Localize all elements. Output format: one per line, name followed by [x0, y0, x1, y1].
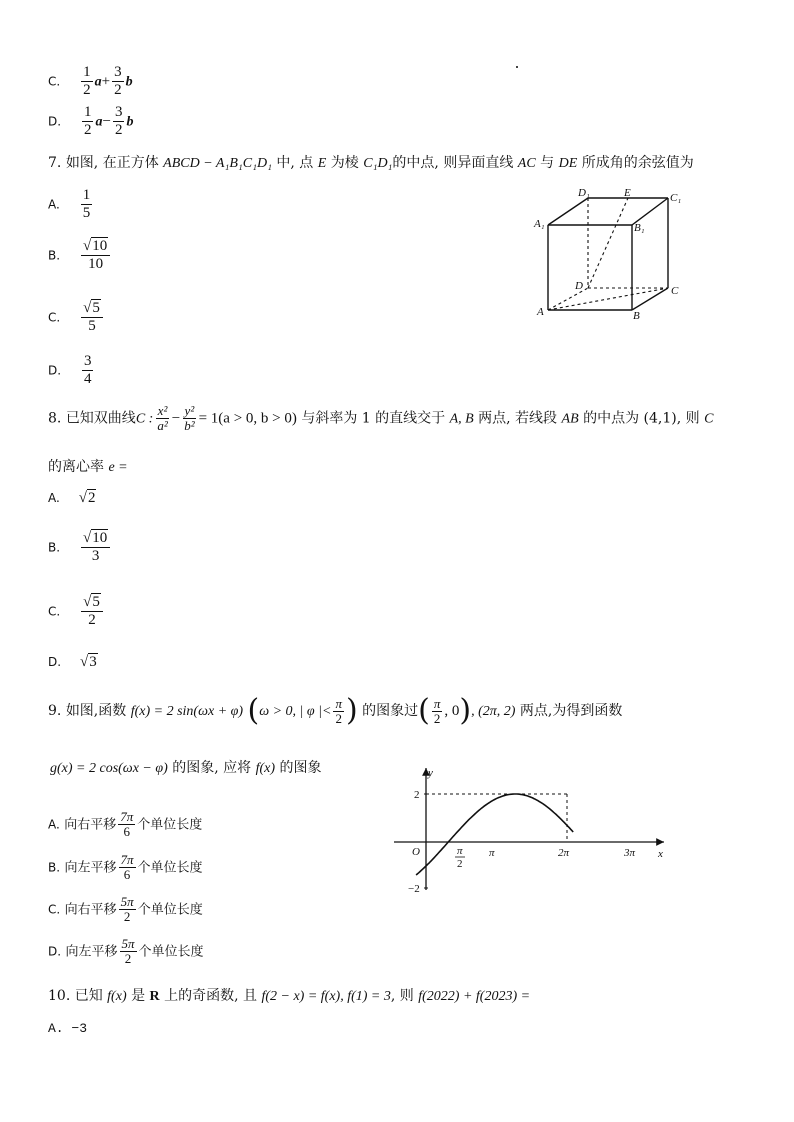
- vector-b: b: [125, 74, 133, 90]
- edge-c1d1: C₁D₁: [363, 156, 393, 171]
- fraction: $\frac{7\pi}{6}$: [120, 852, 134, 882]
- direction: 向左平移: [65, 944, 118, 960]
- stem-text: 的图象过: [362, 703, 419, 719]
- q10-option-a: [48, 1020, 87, 1037]
- fraction: $\frac{3}{2}$: [114, 64, 122, 98]
- function-f: f(x) = 2 sin(ωx + φ): [130, 704, 244, 719]
- points-ab: A, B: [449, 411, 474, 427]
- q6-option-d: [48, 104, 133, 139]
- fraction: $\frac{\text{x²}}{\text{a²}}$: [157, 403, 168, 433]
- stem-text: 已知: [74, 988, 103, 1004]
- stem-text: 的中点为 (4,1), 则: [583, 410, 700, 427]
- stem-text: 的图象: [279, 760, 322, 776]
- q9-stem: 9. 如图,函数 f(x) = 2 sin(ωx + φ) (ω > 0, | φ |< $\frac{\pi}{2}$ ) 的图象过( $\frac{\pi}{2}$ , 0), (2π, 2) 两点,为得到函数: [48, 693, 623, 728]
- option-a-text: A. −3: [48, 1021, 88, 1036]
- fraction: $\frac{√10}{3}$: [81, 530, 110, 565]
- option-label: C.: [48, 902, 61, 917]
- stem-text: 中, 点: [276, 155, 314, 171]
- fraction: $\frac{√10}{10}$: [81, 238, 110, 273]
- operator: +: [101, 73, 111, 90]
- stem-text: 两点,为得到函数: [519, 703, 623, 719]
- reals-symbol: R: [149, 989, 160, 1004]
- q7-option-c: [48, 300, 105, 335]
- tick-label-pi: π: [489, 847, 495, 859]
- label-a1: A₁: [534, 218, 545, 230]
- stray-dot: [516, 66, 518, 68]
- tick-label-2pi: 2π: [558, 847, 570, 859]
- q8-option-b: [48, 530, 112, 565]
- stem-text: 为棱: [330, 155, 359, 171]
- fraction: $\frac{3}{4}$: [83, 353, 92, 387]
- stem-text: 与: [540, 155, 555, 171]
- stem-text: , 则: [390, 988, 414, 1004]
- option-label: D.: [48, 114, 62, 129]
- stem-text: 是: [131, 988, 146, 1004]
- segment-ab: AB: [561, 411, 579, 427]
- unit: 个单位长度: [137, 860, 203, 876]
- operator: −: [102, 113, 111, 130]
- vector-b: b: [126, 114, 134, 130]
- q9-stem-line2: [50, 760, 321, 777]
- eccentricity: e =: [108, 460, 128, 475]
- stem-text: 如图,函数: [65, 703, 127, 719]
- target-expression: f(2022) + f(2023) =: [418, 989, 531, 1004]
- option-label: D.: [48, 363, 62, 378]
- q7-option-b: [48, 238, 112, 273]
- fraction: $\frac{1}{2}$: [83, 64, 91, 98]
- fraction: $\frac{√5}{2}$: [81, 594, 103, 629]
- q9-option-b: [48, 853, 203, 882]
- stem-text: 的图象, 应将: [172, 760, 252, 776]
- sine-graph: [392, 762, 672, 894]
- segment-de: [588, 198, 628, 288]
- q9-option-a: [48, 810, 202, 839]
- fraction: $\frac{1}{5}$: [82, 187, 91, 221]
- option-label: D.: [48, 655, 62, 669]
- tick-label-pi-half-num: π: [457, 845, 463, 857]
- curve-c: C: [704, 411, 714, 427]
- fraction: $\frac{5\pi}{2}$: [121, 936, 135, 966]
- label-b: B: [633, 310, 640, 320]
- fraction: $\frac{√5}{5}$: [81, 300, 103, 335]
- option-label: C.: [48, 604, 61, 619]
- label-origin: O: [412, 846, 420, 858]
- stem-text: 如图, 在正方体: [65, 155, 159, 171]
- label-y-max: 2: [414, 789, 420, 801]
- option-label: A.: [48, 491, 60, 505]
- cube-name: ABCD − A₁B₁C₁D₁: [163, 156, 272, 171]
- point-e: E: [317, 156, 327, 171]
- tick-label-pi-half-den: 2: [457, 858, 463, 870]
- unit: 个单位长度: [137, 902, 203, 918]
- q7-stem: [48, 155, 694, 172]
- question-number: 10.: [48, 988, 71, 1004]
- function-g: g(x) = 2 cos(ωx − φ): [50, 761, 168, 776]
- direction: 向右平移: [64, 902, 117, 918]
- option-label: D.: [48, 944, 62, 959]
- question-number: 8.: [48, 410, 62, 427]
- question-number: 9.: [48, 703, 62, 719]
- fraction: $\frac{\pi}{2}$: [433, 695, 441, 726]
- stem-text: 上的奇函数, 且: [164, 988, 257, 1004]
- unit: 个单位长度: [138, 944, 204, 960]
- edge-b1c1: [632, 198, 668, 225]
- function-f: f(x): [107, 989, 127, 1004]
- function-f-ref: f(x): [255, 761, 276, 776]
- q8-stem: 8. 已知双曲线C : $\frac{\text{x²}}{\text{a²}}$ − $\frac{\text{y²}}{\text{b²}}$ = 1(a > 0, b > 0) 与斜率为 1 的直线交于 A, B 两点, 若线段 AB 的中点为 (4,1), 则 C: [48, 403, 714, 433]
- fraction: $\frac{\pi}{2}$: [335, 695, 342, 726]
- label-e: E: [624, 187, 631, 199]
- equation-tail: = 1(a > 0, b > 0): [198, 410, 297, 427]
- option-label: B.: [48, 540, 61, 555]
- label-y-min: −2: [408, 883, 420, 894]
- fraction: $\frac{\text{y²}}{\text{b²}}$: [184, 403, 195, 433]
- line-ac: AC: [517, 156, 536, 171]
- point2: , (2π, 2): [471, 704, 516, 719]
- option-label: A.: [48, 817, 60, 832]
- stem-text: 所成角的余弦值为: [581, 155, 694, 171]
- q8-option-c: [48, 594, 105, 629]
- condition: ω > 0, | φ |<: [259, 704, 332, 719]
- label-x: x: [658, 848, 663, 860]
- q6-option-c: [48, 64, 133, 99]
- unit: 个单位长度: [137, 817, 203, 833]
- sqrt: √3: [79, 654, 97, 670]
- sine-curve: [416, 794, 573, 875]
- label-c1: C₁: [670, 192, 682, 204]
- fraction: $\frac{5\pi}{2}$: [120, 894, 134, 924]
- fraction: $\frac{1}{2}$: [83, 104, 92, 138]
- point1-tail: , 0: [444, 703, 460, 719]
- q9-option-c: [48, 895, 203, 924]
- sqrt: √2: [78, 490, 96, 506]
- label-a: A: [537, 306, 544, 318]
- option-label: B.: [48, 248, 61, 263]
- vector-a: a: [95, 114, 103, 130]
- label-d1: D₁: [578, 187, 590, 199]
- q8-option-a: [48, 490, 96, 506]
- option-label: C.: [48, 310, 61, 325]
- option-label: C.: [48, 74, 61, 89]
- label-b1: B₁: [634, 222, 645, 234]
- edge-a1d1: [548, 198, 588, 225]
- stem-text: 的中点, 则异面直线: [392, 155, 514, 171]
- stem-text: 与斜率为 1 的直线交于: [301, 410, 446, 427]
- stem-text: 两点, 若线段: [478, 410, 558, 427]
- line-de: DE: [558, 156, 578, 171]
- condition: f(2 − x) = f(x), f(1) = 3: [261, 989, 391, 1004]
- direction: 向右平移: [64, 817, 117, 833]
- q10-stem: [48, 988, 530, 1005]
- option-label: B.: [48, 860, 61, 875]
- direction: 向左平移: [64, 860, 117, 876]
- q7-option-a: [48, 187, 94, 222]
- q8-option-d: [48, 654, 98, 670]
- vector-a: a: [94, 74, 102, 90]
- stem-text: 的离心率: [48, 459, 104, 475]
- fraction: $\frac{3}{2}$: [114, 104, 123, 138]
- label-c: C: [671, 285, 679, 297]
- label-y: y: [428, 767, 433, 779]
- stem-text: 已知双曲线: [65, 410, 136, 427]
- fraction: $\frac{7\pi}{6}$: [120, 809, 134, 839]
- option-label: A.: [48, 197, 60, 212]
- q8-stem-line2: [48, 459, 128, 476]
- cube-figure: [530, 185, 690, 320]
- q9-option-d: [48, 937, 204, 966]
- curve-name: C :: [135, 411, 154, 427]
- label-d: D: [575, 280, 583, 292]
- tick-label-3pi: 3π: [624, 847, 636, 859]
- question-number: 7.: [48, 155, 62, 171]
- q7-option-d: [48, 353, 95, 388]
